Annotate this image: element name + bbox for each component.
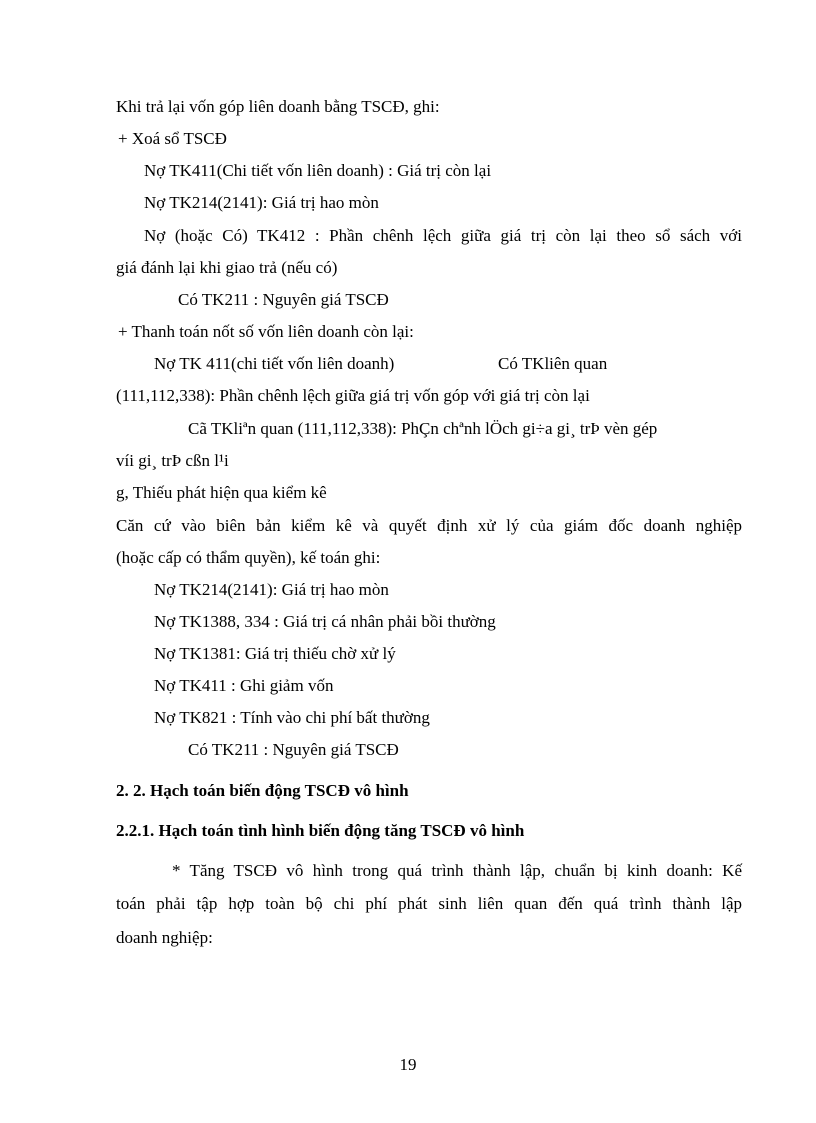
entry-no-tk411: Nợ TK411(Chi tiết vốn liên doanh) : Giá trị còn lại — [144, 161, 492, 180]
entry-no-tk214-b: Nợ TK214(2141): Giá trị hao mòn — [154, 580, 389, 599]
entry-phan-chenh-lech: (111,112,338): Phần chênh lệch giữa giá trị vốn góp với giá trị còn lại — [116, 386, 590, 405]
garbled-text-line2: víi gi¸ trÞ cßn l¹i — [116, 451, 229, 470]
entry-co-tk211-b: Có TK211 : Nguyên giá TSCĐ — [188, 740, 399, 759]
section-heading-2-2: 2. 2. Hạch toán biến động TSCĐ vô hình — [116, 781, 409, 800]
can-cu-line1: Căn cứ vào biên bản kiểm kê và quyết định xử lý của giám đốc doanh nghiệp — [116, 516, 742, 535]
item-xoa-so-tscd: + Xoá sổ TSCĐ — [118, 129, 227, 148]
can-cu-line2: (hoặc cấp có thẩm quyền), kế toán ghi: — [116, 548, 381, 567]
entry-no-tk412-line2: giá đánh lại khi giao trả (nếu có) — [116, 258, 338, 277]
entry-co-tk211: Có TK211 : Nguyên giá TSCĐ — [178, 290, 389, 309]
page-number: 19 — [399, 1055, 417, 1074]
section-subheading-2-2-1: 2.2.1. Hạch toán tình hình biến động tăng TSCĐ vô hình — [116, 821, 525, 840]
section-para-line3: doanh nghiệp: — [116, 928, 213, 947]
entry-no-tk1381: Nợ TK1381: Giá trị thiếu chờ xử lý — [154, 644, 396, 663]
section-para-line2: toán phải tập hợp toàn bộ chi phí phát sinh liên quan đến quá trình thành lập — [116, 894, 742, 913]
entry-no-tk411-b: Nợ TK411 : Ghi giảm vốn — [154, 676, 334, 695]
entry-no-tk214: Nợ TK214(2141): Giá trị hao mòn — [144, 193, 379, 212]
entry-no-tk411-chi-tiet: Nợ TK 411(chi tiết vốn liên doanh) — [154, 354, 395, 373]
heading-g-thieu: g, Thiếu phát hiện qua kiểm kê — [116, 483, 327, 502]
entry-no-tk1388: Nợ TK1388, 334 : Giá trị cá nhân phải bồi thường — [154, 612, 496, 631]
section-para-line1: * Tăng TSCĐ vô hình trong quá trình thành lập, chuẩn bị kinh doanh: Kế — [172, 861, 742, 880]
item-thanh-toan: + Thanh toán nốt số vốn liên doanh còn lại: — [118, 322, 414, 341]
intro-text: Khi trả lại vốn góp liên doanh bằng TSCĐ, ghi: — [116, 97, 440, 116]
entry-no-tk821: Nợ TK821 : Tính vào chi phí bất thường — [154, 708, 430, 727]
entry-co-tk-lien-quan: Có TKliên quan — [498, 354, 608, 373]
garbled-text-line1: Cã TKliªn quan (111,112,338): PhÇn chªnh lÖch gi÷a gi¸ trÞ vèn gép — [188, 419, 658, 438]
entry-no-tk412-line1: Nợ (hoặc Có) TK412 : Phần chênh lệch giữa giá trị còn lại theo sổ sách với — [144, 226, 742, 245]
